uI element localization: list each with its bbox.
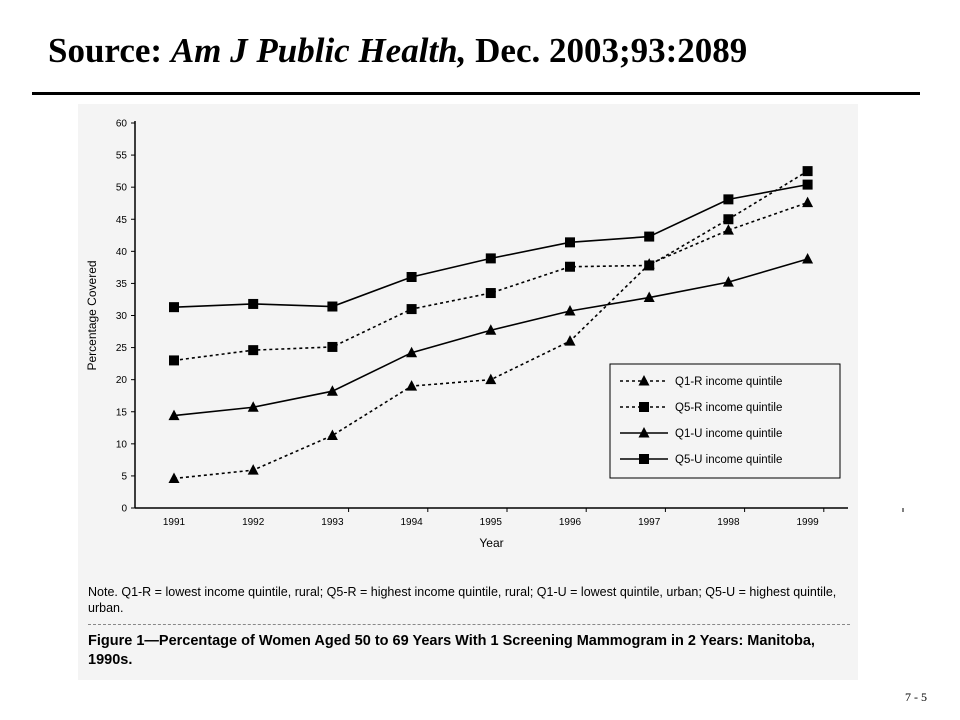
legend-label: Q1-R income quintile [675,376,783,388]
x-tick-label: 1996 [558,517,582,528]
series-4-point [169,302,179,312]
series-1-point [169,472,180,483]
x-tick-label: 1992 [242,517,265,528]
legend-marker [639,402,649,412]
y-axis-label: Percentage Covered [85,260,99,371]
series-1-point [802,197,813,208]
y-tick-label: 35 [115,278,127,290]
series-4-point [486,253,496,263]
y-tick-label: 10 [115,439,127,451]
series-4-point [644,232,654,242]
x-tick-label: 1999 [796,517,819,528]
y-tick-label: 0 [121,503,127,515]
y-tick-label: 45 [115,214,127,226]
y-tick-label: 30 [115,311,127,322]
y-tick-label: 60 [115,118,127,130]
y-tick-label: 25 [115,343,127,355]
y-tick-label: 15 [115,407,127,419]
x-tick-label: 1998 [717,517,740,528]
series-1-point [723,224,734,235]
legend-label: Q1-U income quintile [675,428,783,440]
series-3-point [802,253,813,263]
y-tick-label: 50 [115,182,127,194]
x-tick-label: 1995 [479,517,502,528]
series-2-point [644,260,654,270]
slide-number: 7 - 5 [905,690,927,704]
y-tick-label: 20 [115,375,127,387]
series-line-3 [174,259,808,416]
x-tick-label: 1991 [162,517,186,528]
title-prefix: Source: [48,31,163,70]
series-4-point [565,237,575,247]
legend-label: Q5-R income quintile [675,402,783,414]
y-tick-label: 55 [115,150,127,162]
title-citation: Dec. 2003;93:2089 [475,31,748,70]
figure-note: Note. Q1-R = lowest income quintile, rural; Q5-R = highest income quintile, rural; Q1-U = lowest quintile, urban; Q5-U = highest quintile, urban. [88,585,837,615]
series-3-point [327,385,338,396]
x-tick-label: 1994 [400,517,423,528]
series-2-point [486,288,496,298]
series-2-point [169,355,179,365]
x-tick-label: 1997 [638,517,661,528]
series-2-point [803,166,813,176]
x-axis-label: Year [479,536,504,550]
series-2-point [723,214,733,224]
series-1-point [406,380,417,391]
legend-marker [639,454,649,464]
caption-divider [88,624,850,625]
series-4-point [327,302,337,312]
series-2-point [248,345,258,355]
legend-label: Q5-U income quintile [675,454,783,466]
series-1-point [248,464,259,475]
series-4-point [803,180,813,190]
figure-caption: Figure 1—Percentage of Women Aged 50 to 69 Years With 1 Screening Mammogram in 2 Years: Manitoba, 1990s. [88,633,815,668]
x-tick-label: 1993 [321,517,344,528]
series-1-point [485,374,496,385]
y-tick-label: 40 [115,246,127,258]
series-1-point [327,429,338,440]
series-4-point [723,194,733,204]
title-journal: Am J Public Health, [170,31,467,70]
series-4-point [407,272,417,282]
series-4-point [248,299,258,309]
y-tick-label: 5 [121,471,127,483]
series-2-point [407,304,417,314]
series-2-point [565,262,575,272]
series-2-point [327,342,337,352]
